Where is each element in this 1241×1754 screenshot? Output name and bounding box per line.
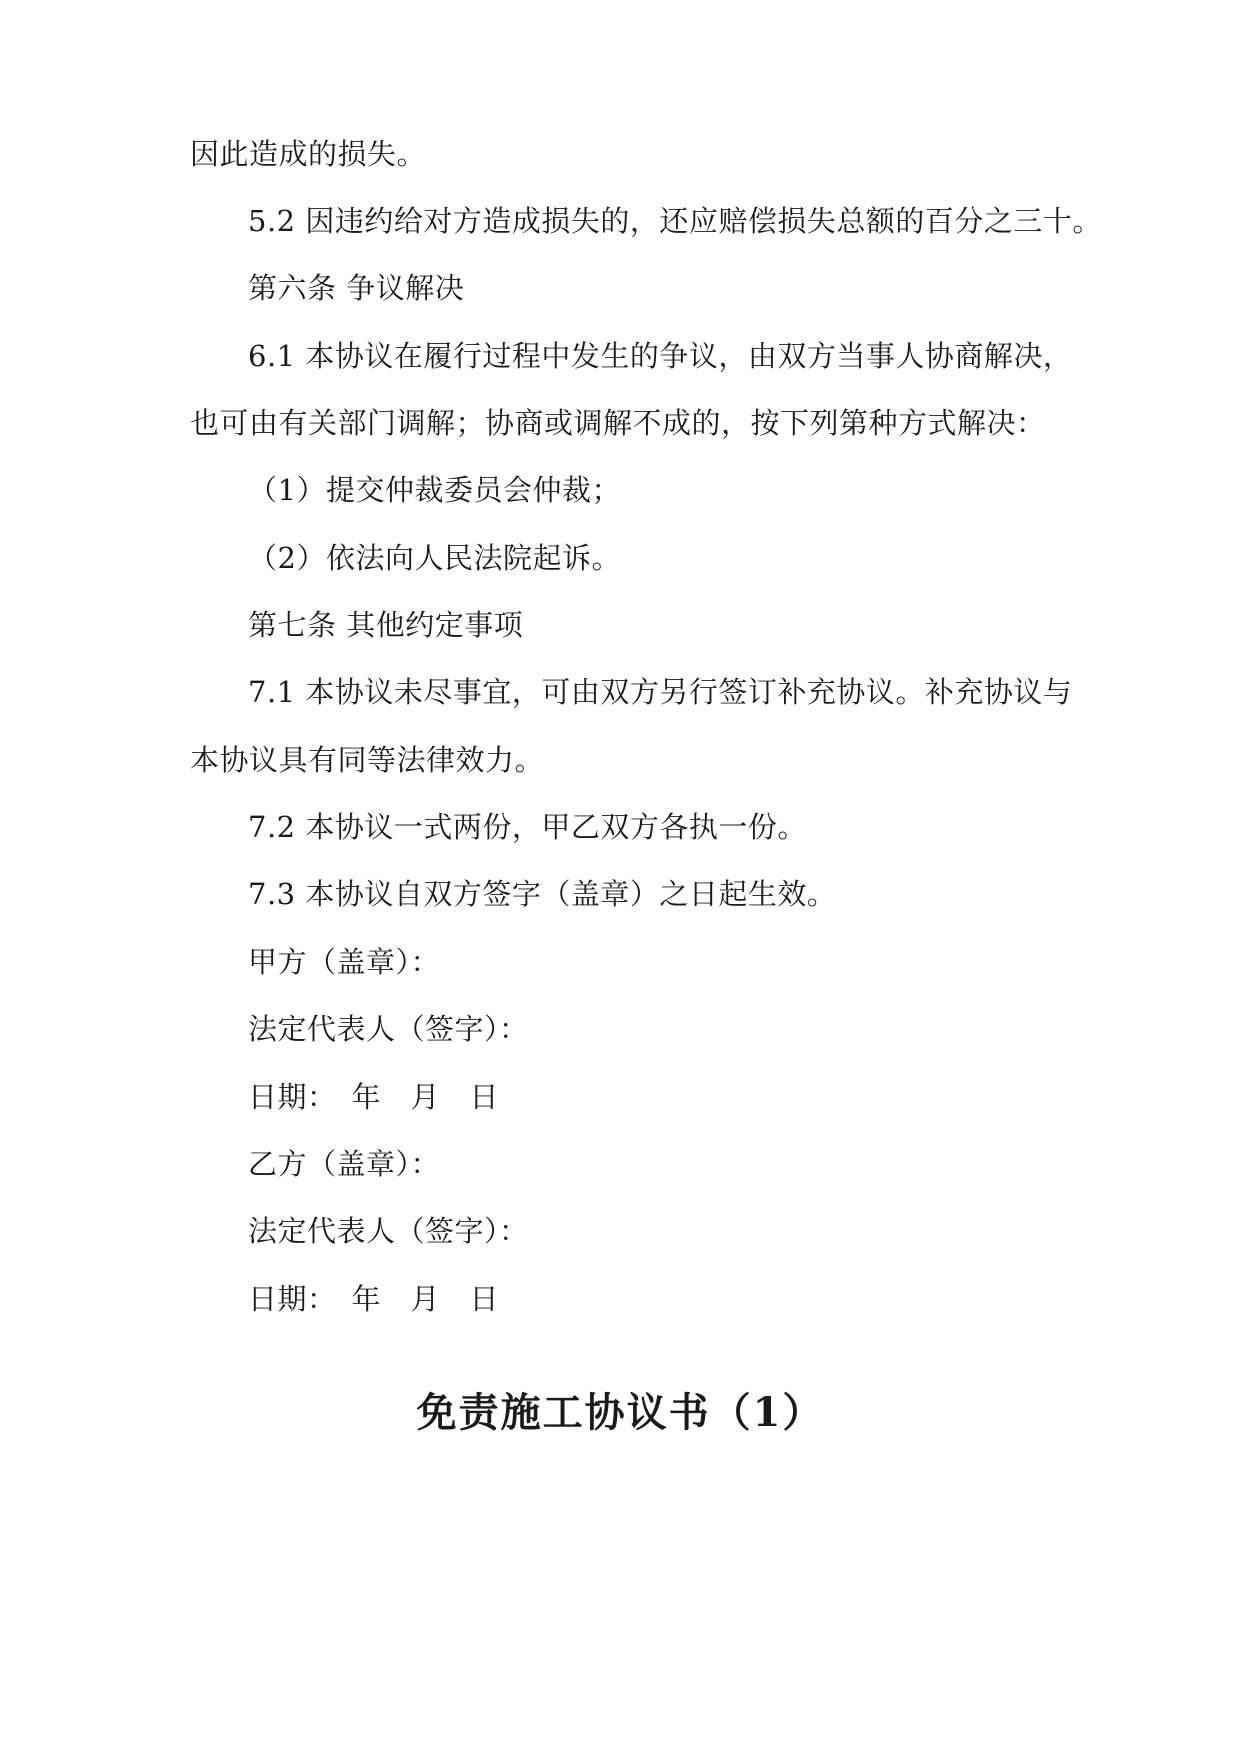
party-b-representative: 法定代表人（签字）：	[248, 1214, 529, 1248]
party-b-seal: 乙方（盖章）：	[248, 1147, 441, 1181]
option-1: （1）提交仲裁委员会仲裁；	[248, 473, 621, 507]
clause-5-2: 5.2 因违约给对方造成损失的，还应赔偿损失总额的百分之三十。	[248, 204, 1102, 238]
clause-7-1: 7.1 本协议未尽事宜，可由双方另行签订补充协议。补充协议与	[248, 675, 1073, 709]
clause-6-1-continuation: 也可由有关部门调解；协商或调解不成的，按下列第种方式解决：	[190, 406, 1046, 440]
clause-7-2: 7.2 本协议一式两份，甲乙双方各执一份。	[248, 810, 807, 844]
clause-6-1: 6.1 本协议在履行过程中发生的争议，由双方当事人协商解决，	[248, 339, 1073, 373]
next-document-title: 免责施工协议书（1）	[416, 1389, 825, 1436]
clause-7-3: 7.3 本协议自双方签字（盖章）之日起生效。	[248, 877, 837, 911]
party-b-date: 日期： 年 月 日	[248, 1282, 500, 1316]
option-2: （2）依法向人民法院起诉。	[248, 541, 621, 575]
clause-7-1-continuation: 本协议具有同等法律效力。	[190, 743, 545, 777]
party-a-representative: 法定代表人（签字）：	[248, 1012, 529, 1046]
party-a-seal: 甲方（盖章）：	[248, 945, 441, 979]
article-6-heading: 第六条 争议解决	[248, 271, 465, 305]
article-7-heading: 第七条 其他约定事项	[248, 608, 524, 642]
party-a-date: 日期： 年 月 日	[248, 1080, 500, 1114]
paragraph-continuation: 因此造成的损失。	[190, 137, 427, 171]
